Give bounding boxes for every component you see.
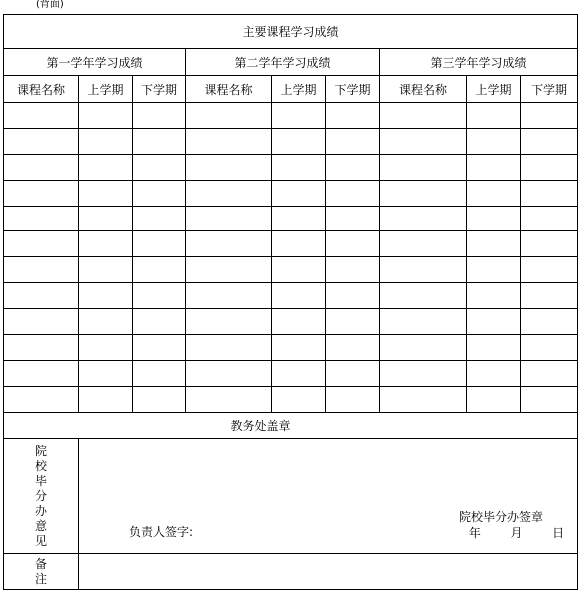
grade-cell[interactable] — [79, 257, 133, 283]
grade-cell[interactable] — [186, 335, 272, 361]
grade-cell[interactable] — [272, 181, 326, 207]
first-term-header: 上学期 — [79, 76, 133, 103]
grade-cell[interactable] — [380, 257, 467, 283]
grade-cell[interactable] — [380, 387, 467, 413]
grade-cell[interactable] — [521, 309, 578, 335]
grade-cell[interactable] — [133, 103, 186, 129]
course-name-header: 课程名称 — [380, 76, 467, 103]
opinion-char: 院 — [34, 443, 47, 458]
grade-cell[interactable] — [186, 207, 272, 231]
grade-cell[interactable] — [4, 309, 79, 335]
grade-cell[interactable] — [272, 103, 326, 129]
grade-cell[interactable] — [79, 129, 133, 155]
grade-cell[interactable] — [467, 103, 521, 129]
grade-row — [4, 361, 578, 387]
grade-cell[interactable] — [79, 283, 133, 309]
grade-cell[interactable] — [186, 231, 272, 257]
grade-cell[interactable] — [4, 361, 79, 387]
grade-cell[interactable] — [272, 155, 326, 181]
grade-cell[interactable] — [4, 103, 79, 129]
grade-cell[interactable] — [79, 207, 133, 231]
grade-cell[interactable] — [467, 335, 521, 361]
opinion-char: 分 — [34, 488, 47, 503]
grade-cell[interactable] — [380, 129, 467, 155]
course-name-header: 课程名称 — [186, 76, 272, 103]
grade-cell[interactable] — [4, 257, 79, 283]
grade-cell[interactable] — [521, 257, 578, 283]
grade-cell[interactable] — [186, 155, 272, 181]
grade-cell[interactable] — [186, 387, 272, 413]
grade-cell[interactable] — [133, 387, 186, 413]
opinion-char: 意 — [34, 518, 47, 533]
grade-cell[interactable] — [4, 181, 79, 207]
grade-cell[interactable] — [380, 283, 467, 309]
grade-cell[interactable] — [4, 207, 79, 231]
grade-cell[interactable] — [4, 283, 79, 309]
grade-cell[interactable] — [380, 207, 467, 231]
grade-cell[interactable] — [272, 207, 326, 231]
grade-cell[interactable] — [467, 207, 521, 231]
grade-cell[interactable] — [79, 155, 133, 181]
grade-cell[interactable] — [272, 283, 326, 309]
grade-cell[interactable] — [326, 103, 380, 129]
grade-cell[interactable] — [272, 129, 326, 155]
grade-row — [4, 387, 578, 413]
grade-cell[interactable] — [79, 103, 133, 129]
opinion-cell — [79, 439, 578, 554]
remarks-char: 注 — [34, 571, 47, 586]
opinion-seal-label: 院校毕分办签章 — [459, 510, 544, 524]
grade-cell[interactable] — [326, 207, 380, 231]
grade-cell[interactable] — [4, 155, 79, 181]
grade-cell[interactable] — [133, 181, 186, 207]
year-2-header: 第二学年学习成绩 — [186, 49, 380, 76]
grade-row — [4, 103, 578, 129]
grade-cell[interactable] — [4, 387, 79, 413]
grade-row — [4, 207, 578, 231]
grade-cell[interactable] — [380, 309, 467, 335]
grade-cell[interactable] — [4, 335, 79, 361]
date-day: 日 — [552, 526, 565, 540]
grade-row — [4, 231, 578, 257]
grade-cell[interactable] — [4, 129, 79, 155]
grade-cell[interactable] — [521, 335, 578, 361]
grade-cell[interactable] — [380, 231, 467, 257]
signer-label: 负责人签字: — [129, 525, 194, 539]
grade-row — [4, 129, 578, 155]
grade-cell[interactable] — [326, 309, 380, 335]
grade-cell[interactable] — [380, 155, 467, 181]
grade-cell[interactable] — [133, 155, 186, 181]
grade-cell[interactable] — [326, 231, 380, 257]
grade-cell[interactable] — [326, 387, 380, 413]
grade-row — [4, 181, 578, 207]
course-name-header: 课程名称 — [4, 76, 79, 103]
grade-row — [4, 283, 578, 309]
first-term-header: 上学期 — [467, 76, 521, 103]
grade-cell[interactable] — [467, 283, 521, 309]
remarks-char: 备 — [34, 556, 47, 571]
second-term-header: 下学期 — [521, 76, 578, 103]
date-year: 年 — [468, 526, 481, 540]
grade-cell[interactable] — [467, 231, 521, 257]
grade-cell[interactable] — [326, 257, 380, 283]
grade-cell[interactable] — [272, 257, 326, 283]
grade-cell[interactable] — [326, 283, 380, 309]
grade-cell[interactable] — [467, 309, 521, 335]
grade-cell[interactable] — [326, 155, 380, 181]
opinion-char: 办 — [34, 503, 47, 518]
grade-cell[interactable] — [133, 207, 186, 231]
grade-cell[interactable] — [186, 283, 272, 309]
grade-cell[interactable] — [133, 257, 186, 283]
grade-cell[interactable] — [521, 155, 578, 181]
year-1-header: 第一学年学习成绩 — [4, 49, 186, 76]
grade-cell[interactable] — [467, 387, 521, 413]
grade-cell[interactable] — [186, 309, 272, 335]
grade-cell[interactable] — [79, 309, 133, 335]
year-3-header: 第三学年学习成绩 — [380, 49, 578, 76]
grade-cell[interactable] — [467, 155, 521, 181]
date-month: 月 — [510, 526, 523, 540]
grade-cell[interactable] — [380, 103, 467, 129]
grades-table — [3, 14, 578, 590]
grade-cell[interactable] — [133, 335, 186, 361]
grade-cell[interactable] — [133, 309, 186, 335]
grade-cell[interactable] — [186, 257, 272, 283]
grade-cell[interactable] — [326, 181, 380, 207]
grade-row — [4, 335, 578, 361]
grade-cell[interactable] — [186, 181, 272, 207]
table-title: 主要课程学习成绩 — [4, 15, 578, 49]
grade-row — [4, 257, 578, 283]
first-term-header: 上学期 — [272, 76, 326, 103]
grade-cell[interactable] — [521, 129, 578, 155]
grade-cell[interactable] — [272, 387, 326, 413]
grade-cell[interactable] — [326, 361, 380, 387]
grade-cell[interactable] — [521, 231, 578, 257]
second-term-header: 下学期 — [133, 76, 186, 103]
page-side-label: (背面) — [36, 0, 64, 10]
grade-cell[interactable] — [467, 257, 521, 283]
grade-cell[interactable] — [521, 181, 578, 207]
grade-cell[interactable] — [272, 361, 326, 387]
remarks-cell[interactable] — [79, 554, 578, 590]
grade-cell[interactable] — [380, 181, 467, 207]
grade-cell[interactable] — [186, 129, 272, 155]
grade-cell[interactable] — [272, 335, 326, 361]
grade-cell[interactable] — [272, 309, 326, 335]
grade-cell[interactable] — [79, 335, 133, 361]
grade-cell[interactable] — [326, 335, 380, 361]
opinion-label — [4, 439, 79, 554]
opinion-char: 毕 — [34, 473, 47, 488]
grade-row — [4, 155, 578, 181]
grade-cell[interactable] — [467, 361, 521, 387]
grade-cell[interactable] — [467, 129, 521, 155]
opinion-char: 见 — [34, 533, 47, 548]
grade-cell[interactable] — [79, 231, 133, 257]
grade-cell[interactable] — [79, 387, 133, 413]
grade-cell[interactable] — [521, 387, 578, 413]
grade-cell[interactable] — [79, 361, 133, 387]
academic-affairs-seal: 教务处盖章 — [4, 413, 578, 439]
grade-cell[interactable] — [133, 283, 186, 309]
grade-cell[interactable] — [380, 335, 467, 361]
grade-cell[interactable] — [79, 181, 133, 207]
grade-cell[interactable] — [380, 361, 467, 387]
grade-cell[interactable] — [326, 129, 380, 155]
grade-cell[interactable] — [521, 283, 578, 309]
grade-cell[interactable] — [186, 361, 272, 387]
grade-cell[interactable] — [521, 207, 578, 231]
opinion-seal-block — [459, 509, 564, 541]
grade-cell[interactable] — [272, 231, 326, 257]
grade-cell[interactable] — [521, 103, 578, 129]
grade-cell[interactable] — [4, 231, 79, 257]
grade-cell[interactable] — [133, 231, 186, 257]
date-row — [459, 525, 564, 541]
grade-cell[interactable] — [133, 129, 186, 155]
grade-cell[interactable] — [133, 361, 186, 387]
grade-cell[interactable] — [467, 181, 521, 207]
opinion-char: 校 — [34, 458, 47, 473]
second-term-header: 下学期 — [326, 76, 380, 103]
grade-cell[interactable] — [186, 103, 272, 129]
grade-cell[interactable] — [521, 361, 578, 387]
remarks-label — [4, 554, 79, 590]
grade-row — [4, 309, 578, 335]
